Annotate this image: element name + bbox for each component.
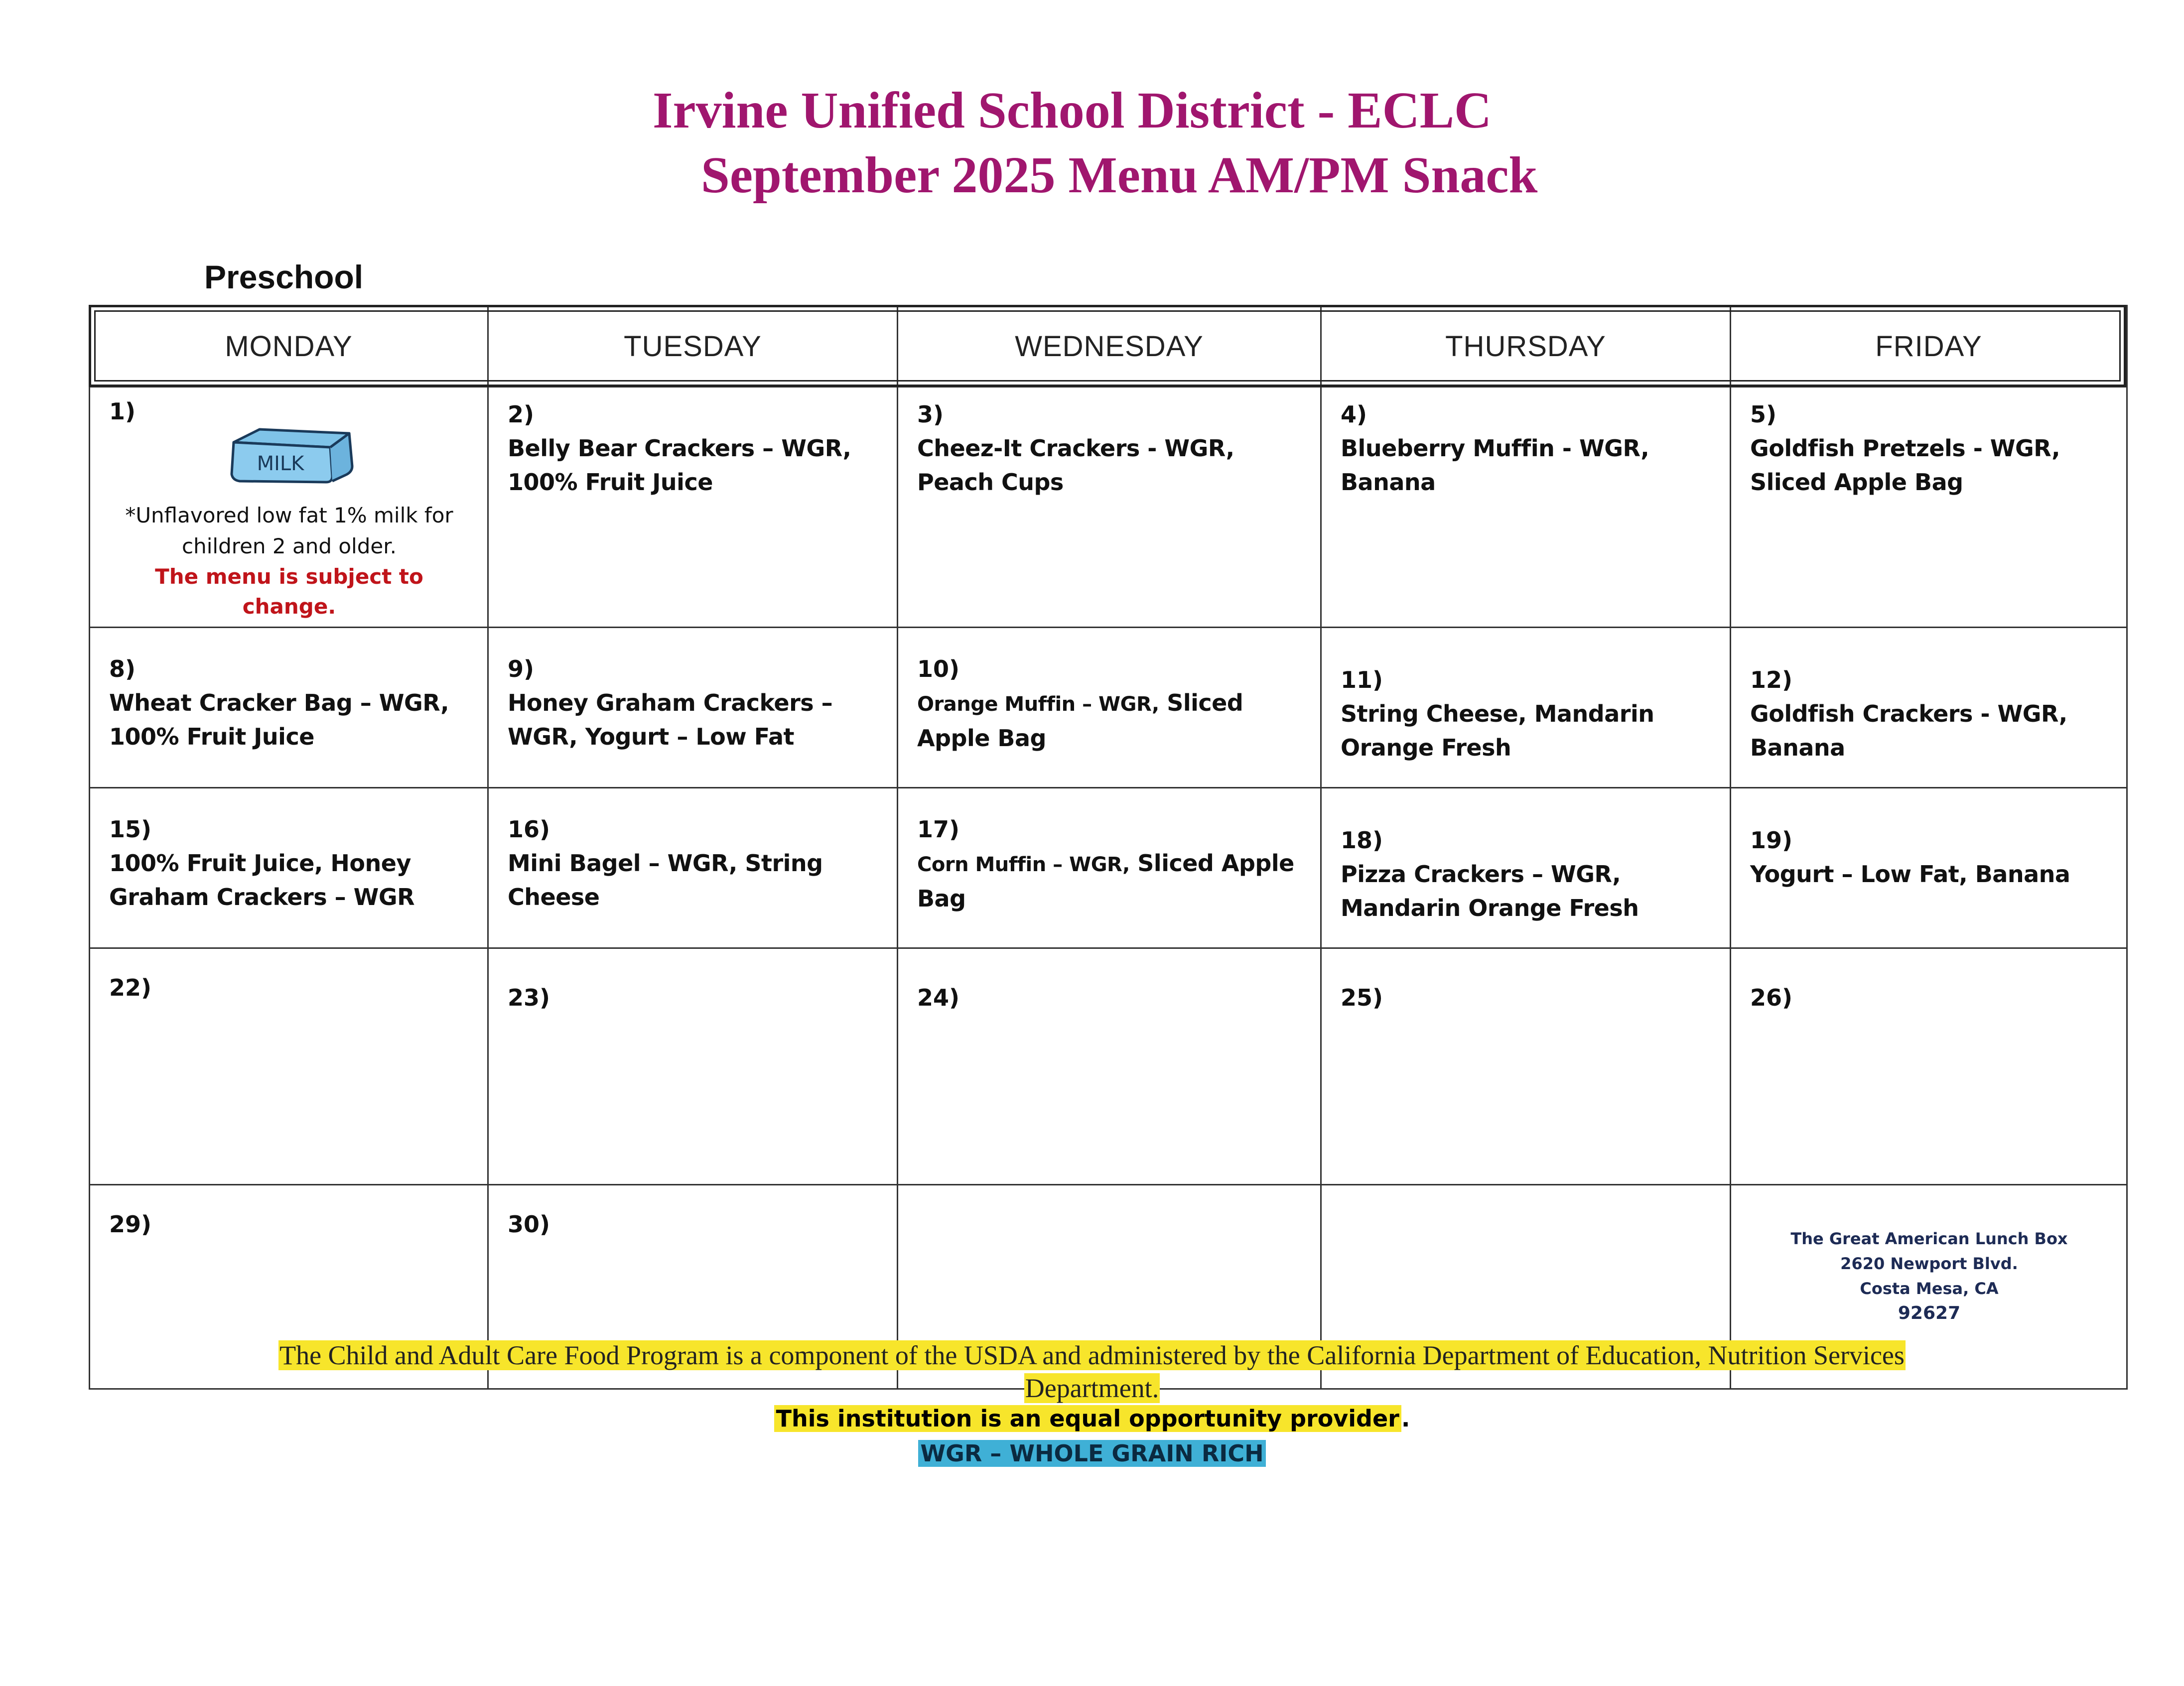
day-number: 2) xyxy=(508,401,535,428)
day-cell-26 xyxy=(1731,948,2127,1185)
menu-item: Wheat Cracker Bag – WGR, 100% Fruit Juice xyxy=(109,689,449,750)
day-cell-8 xyxy=(90,628,488,788)
day-number: 9) xyxy=(508,655,535,682)
day-number: 16) xyxy=(508,816,550,843)
page-title: Irvine Unified School District - ECLC xyxy=(653,82,1492,139)
week-row-1 xyxy=(90,387,2127,628)
day-number: 30) xyxy=(508,1211,550,1238)
day-number: 10) xyxy=(917,655,960,682)
day-number: 23) xyxy=(508,984,550,1011)
day-number: 24) xyxy=(917,984,960,1011)
menu-item: Belly Bear Crackers – WGR, 100% Fruit Juice xyxy=(508,435,851,496)
day-cell-9 xyxy=(488,628,898,788)
milk-label: MILK xyxy=(257,452,304,475)
day-cell-3 xyxy=(898,387,1321,628)
menu-item: Pizza Crackers – WGR, Mandarin Orange Fresh xyxy=(1341,861,1639,921)
day-cell-10 xyxy=(898,628,1321,788)
day-cell-1 xyxy=(90,387,488,628)
header-frame xyxy=(89,305,2126,387)
day-cell-19 xyxy=(1731,788,2127,948)
milk-carton-icon xyxy=(109,426,469,500)
week-row-2 xyxy=(90,628,2127,788)
equal-opportunity-text: This institution is an equal opportunity provider xyxy=(774,1405,1401,1432)
menu-item: Mini Bagel – WGR, String Cheese xyxy=(508,850,823,910)
day-cell-11 xyxy=(1321,628,1731,788)
day-number: 26) xyxy=(1750,984,1793,1011)
header-monday: MONDAY xyxy=(90,306,488,387)
day-number: 25) xyxy=(1341,984,1383,1011)
equal-opportunity-statement xyxy=(0,1402,2184,1435)
milk-note: *Unflavored low fat 1% milk for children 2 and older. xyxy=(125,503,453,558)
vendor-street: 2620 Newport Blvd. xyxy=(1840,1254,2018,1273)
day-number: 12) xyxy=(1750,666,1793,693)
menu-item-small: Orange Muffin – WGR, xyxy=(917,693,1159,716)
usda-line-1: The Child and Adult Care Food Program is a component of the USDA and administered by the California Department of Education, Nutrition Services xyxy=(279,1340,1905,1370)
section-label: Preschool xyxy=(204,259,364,295)
day-cell-5 xyxy=(1731,387,2127,628)
day-cell-4 xyxy=(1321,387,1731,628)
vendor-address xyxy=(1750,1195,2108,1326)
equal-opportunity-period: . xyxy=(1401,1405,1410,1432)
wgr-legend-text: WGR – WHOLE GRAIN RICH xyxy=(918,1440,1265,1467)
header-thursday: THURSDAY xyxy=(1321,306,1731,387)
day-cell-25 xyxy=(1321,948,1731,1185)
menu-item: Sliced Apple Bag xyxy=(917,850,1294,912)
day-number: 11) xyxy=(1341,666,1383,693)
day-number: 3) xyxy=(917,401,944,428)
week-row-4 xyxy=(90,948,2127,1185)
header-friday: FRIDAY xyxy=(1731,306,2127,387)
menu-item: Blueberry Muffin - WGR, Banana xyxy=(1341,435,1649,496)
vendor-city: Costa Mesa, CA xyxy=(1860,1279,1999,1298)
day-cell-24 xyxy=(898,948,1321,1185)
day-number: 8) xyxy=(109,655,136,682)
day-cell-22 xyxy=(90,948,488,1185)
menu-calendar xyxy=(89,305,2126,1338)
header-wednesday: WEDNESDAY xyxy=(898,306,1321,387)
day-number: 29) xyxy=(109,1211,152,1238)
menu-item: Goldfish Pretzels - WGR, Sliced Apple Bag xyxy=(1750,435,2060,496)
day-number: 15) xyxy=(109,816,152,843)
week-row-3 xyxy=(90,788,2127,948)
menu-change-warning: The menu is subject to change. xyxy=(155,564,423,619)
day-number: 19) xyxy=(1750,827,1793,854)
day-cell-15 xyxy=(90,788,488,948)
day-number: 1) xyxy=(109,398,136,425)
header-tuesday: TUESDAY xyxy=(488,306,898,387)
usda-statement xyxy=(0,1339,2184,1405)
menu-item: Honey Graham Crackers – WGR, Yogurt – Low Fat xyxy=(508,689,833,750)
day-number: 18) xyxy=(1341,827,1383,854)
menu-item: Yogurt – Low Fat, Banana xyxy=(1750,861,2070,888)
menu-item: Goldfish Crackers - WGR, Banana xyxy=(1750,700,2067,761)
menu-item-small: Corn Muffin – WGR, xyxy=(917,853,1130,876)
day-number: 22) xyxy=(109,974,152,1001)
day-cell-12 xyxy=(1731,628,2127,788)
usda-line-2: Department. xyxy=(1025,1373,1159,1403)
menu-item: 100% Fruit Juice, Honey Graham Crackers – WGR xyxy=(109,850,415,910)
day-number: 17) xyxy=(917,816,960,843)
day-number: 5) xyxy=(1750,401,1777,428)
vendor-zip: 92627 xyxy=(1898,1303,1961,1323)
day-cell-2 xyxy=(488,387,898,628)
day-cell-23 xyxy=(488,948,898,1185)
page-subtitle: September 2025 Menu AM/PM Snack xyxy=(701,146,1538,204)
day-cell-16 xyxy=(488,788,898,948)
calendar-grid xyxy=(89,305,2128,1390)
wgr-legend xyxy=(0,1437,2184,1470)
menu-item: Sliced Apple Bag xyxy=(917,689,1243,752)
vendor-name: The Great American Lunch Box xyxy=(1790,1229,2068,1248)
menu-item: String Cheese, Mandarin Orange Fresh xyxy=(1341,700,1654,761)
day-cell-17 xyxy=(898,788,1321,948)
day-cell-18 xyxy=(1321,788,1731,948)
menu-item: Cheez-It Crackers - WGR, Peach Cups xyxy=(917,435,1234,496)
day-number: 4) xyxy=(1341,401,1367,428)
